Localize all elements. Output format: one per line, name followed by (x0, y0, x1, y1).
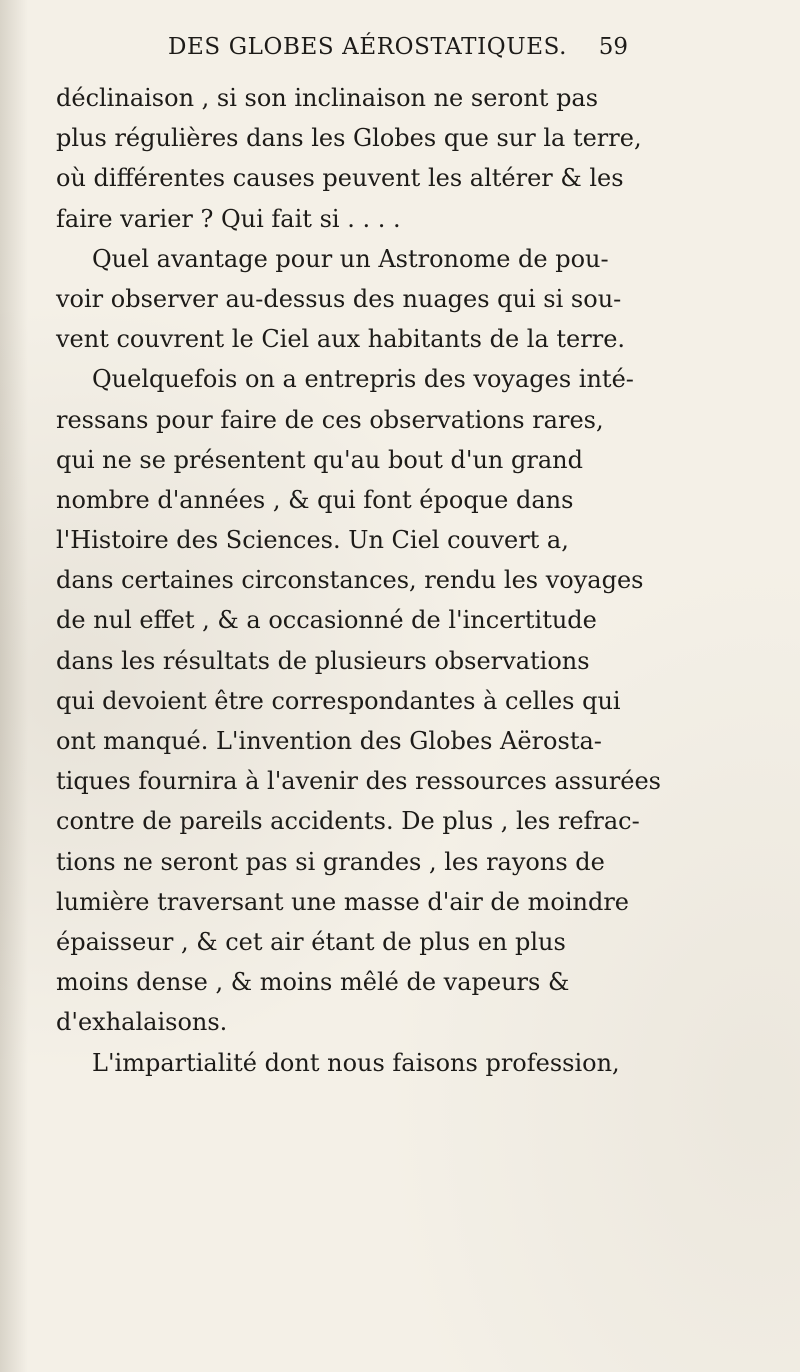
text-line: plus régulières dans les Globes que sur la terre, (56, 124, 642, 153)
text-line: lumière traversant une masse d'air de moindre (56, 887, 629, 916)
text-line: qui ne se présentent qu'au bout d'un grand (56, 445, 583, 474)
text-line: voir observer au-dessus des nuages qui si sou- (56, 284, 622, 313)
page-gutter-shadow (0, 0, 28, 1372)
page-header (168, 34, 628, 70)
text-line: ressans pour faire de ces observations rares, (56, 405, 604, 434)
text-line: dans les résultats de plusieurs observations (56, 646, 590, 675)
text-line: vent couvrent le Ciel aux habitants de la terre. (56, 325, 626, 354)
text-line: faire varier ? Qui fait si . . . . (56, 204, 401, 233)
text-line: d'exhalaisons. (56, 1008, 228, 1037)
text-line: épaisseur , & cet air étant de plus en plus (56, 927, 566, 956)
text-line: l'Histoire des Sciences. Un Ciel couvert a, (56, 526, 569, 555)
text-line: qui devoient être correspondantes à celles qui (56, 686, 621, 715)
text-line: Quel avantage pour un Astronome de pou- (92, 244, 609, 273)
text-line: nombre d'années , & qui font époque dans (56, 485, 574, 514)
text-line: Quelquefois on a entrepris des voyages inté- (92, 365, 634, 394)
text-line: contre de pareils accidents. De plus , les refrac- (56, 807, 640, 836)
text-line: moins dense , & moins mêlé de vapeurs & (56, 968, 570, 997)
text-line: L'impartialité dont nous faisons profession, (92, 1048, 620, 1077)
page-number: 59 (598, 34, 628, 60)
text-line: tiques fournira à l'avenir des ressources assurées (56, 767, 661, 796)
text-line: de nul effet , & a occasionné de l'incertitude (56, 606, 597, 635)
text-line: où différentes causes peuvent les altérer & les (56, 164, 624, 193)
text-line: tions ne seront pas si grandes , les rayons de (56, 847, 605, 876)
text-line: déclinaison , si son inclinaison ne seront pas (56, 84, 599, 112)
running-head: DES GLOBES AÉROSTATIQUES. (168, 34, 568, 60)
text-line: ont manqué. L'invention des Globes Aërosta- (56, 727, 602, 755)
text-line: dans certaines circonstances, rendu les voyages (56, 566, 644, 595)
body-text (56, 78, 766, 1083)
